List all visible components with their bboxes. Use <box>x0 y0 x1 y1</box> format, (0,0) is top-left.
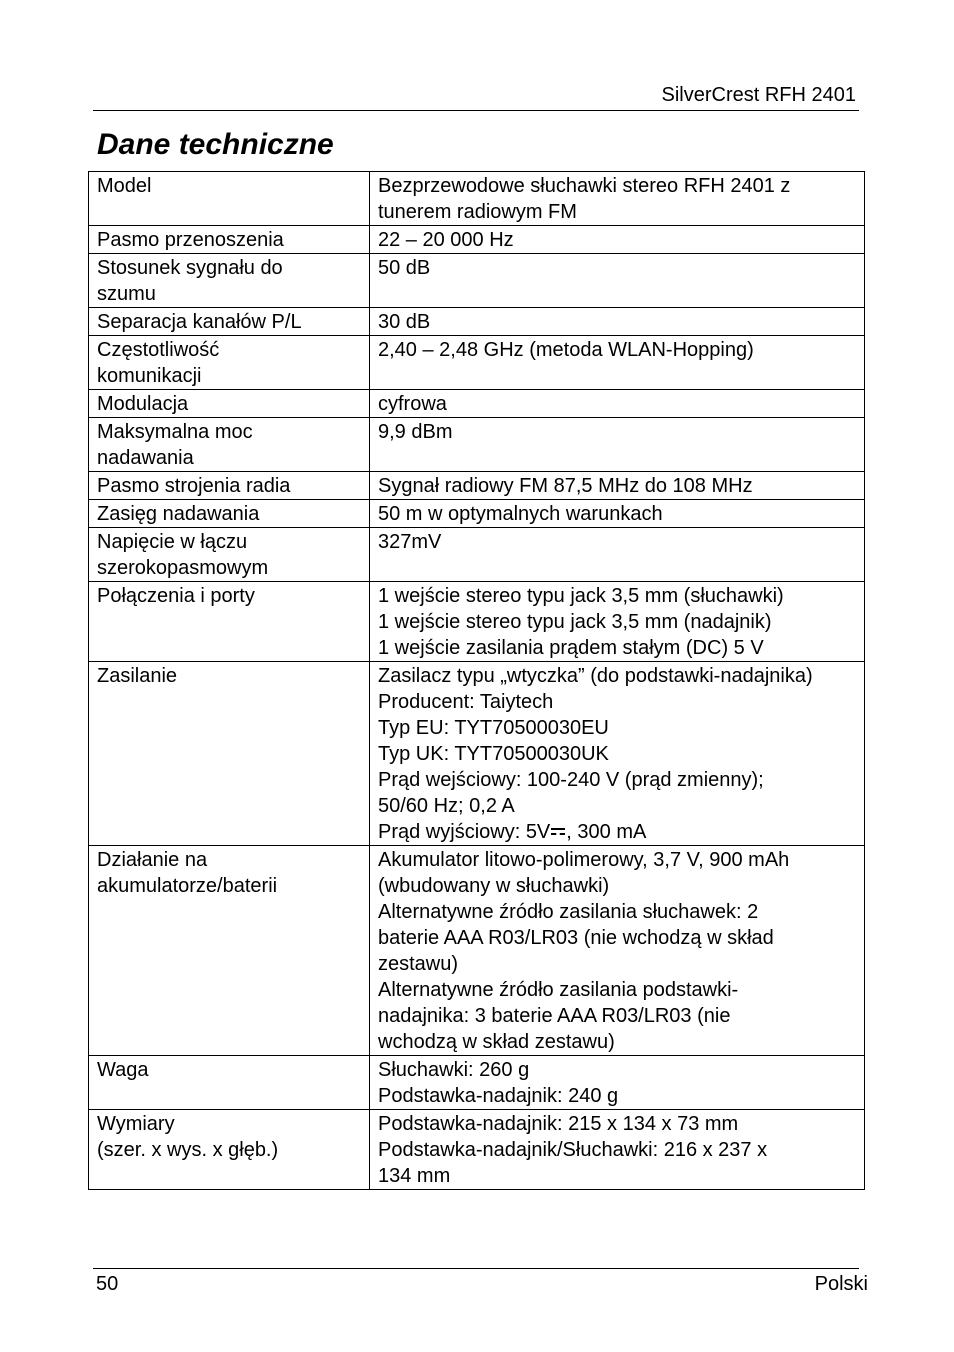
footer-language: Polski <box>814 1273 868 1295</box>
output-current-suffix: , 300 mA <box>566 821 647 843</box>
spec-label: Zasięg nadawania <box>89 500 370 528</box>
page-title: Dane techniczne <box>97 128 334 161</box>
specs-table <box>88 171 865 1190</box>
spec-value: cyfrowa <box>370 390 865 418</box>
spec-value: 1 wejście stereo typu jack 3,5 mm (słuchawki) 1 wejście stereo typu jack 3,5 mm (nadajnik) 1 wejście zasilania prądem stałym (DC) 5 V <box>370 582 865 662</box>
spec-label: Wymiary (szer. x wys. x głęb.) <box>89 1110 370 1190</box>
table-row <box>89 662 865 846</box>
spec-value: Akumulator litowo-polimerowy, 3,7 V, 900 mAh (wbudowany w słuchawki) Alternatywne źródło zasilania słuchawek: 2 baterie AAA R03/LR03 (nie wchodzą w skład zestawu) Alternatywne źródło zasilania podstawki- nadajnika: 3 baterie AAA R03/LR03 (nie wchodzą w skład zestawu) <box>370 846 865 1056</box>
spec-value <box>370 662 865 846</box>
footer-divider <box>93 1268 859 1269</box>
spec-value: 50 dB <box>370 254 865 308</box>
spec-value: 30 dB <box>370 308 865 336</box>
spec-label: Separacja kanałów P/L <box>89 308 370 336</box>
spec-label: Stosunek sygnału do szumu <box>89 254 370 308</box>
spec-value: Sygnał radiowy FM 87,5 MHz do 108 MHz <box>370 472 865 500</box>
table-row <box>89 336 865 390</box>
header-product-name: SilverCrest RFH 2401 <box>661 84 856 106</box>
spec-label: Zasilanie <box>89 662 370 846</box>
spec-label: Pasmo przenoszenia <box>89 226 370 254</box>
spec-label: Pasmo strojenia radia <box>89 472 370 500</box>
spec-label: Połączenia i porty <box>89 582 370 662</box>
spec-label: Modulacja <box>89 390 370 418</box>
table-row <box>89 418 865 472</box>
table-row <box>89 582 865 662</box>
table-row <box>89 500 865 528</box>
table-row <box>89 390 865 418</box>
spec-value: 22 – 20 000 Hz <box>370 226 865 254</box>
spec-value: 50 m w optymalnych warunkach <box>370 500 865 528</box>
table-row <box>89 308 865 336</box>
page-number: 50 <box>96 1273 119 1295</box>
table-row <box>89 1056 865 1110</box>
table-row <box>89 528 865 582</box>
table-row <box>89 226 865 254</box>
spec-label: Działanie na akumulatorze/baterii <box>89 846 370 1056</box>
spec-label: Częstotliwość komunikacji <box>89 336 370 390</box>
spec-value: 9,9 dBm <box>370 418 865 472</box>
spec-label: Waga <box>89 1056 370 1110</box>
table-row <box>89 472 865 500</box>
table-row <box>89 172 865 226</box>
spec-value: Podstawka-nadajnik: 215 x 134 x 73 mm Podstawka-nadajnik/Słuchawki: 216 x 237 x 134 mm <box>370 1110 865 1190</box>
dc-current-icon <box>551 828 565 838</box>
spec-label: Maksymalna moc nadawania <box>89 418 370 472</box>
table-row <box>89 846 865 1056</box>
spec-value: Bezprzewodowe słuchawki stereo RFH 2401 z tunerem radiowym FM <box>370 172 865 226</box>
power-supply-details: Zasilacz typu „wtyczka” (do podstawki-nadajnika) Producent: Taiytech Typ EU: TYT70500030EU Typ UK: TYT70500030UK Prąd wejściowy: 100-240 V (prąd zmienny); 50/60 Hz; 0,2 A <box>378 665 813 817</box>
header-divider <box>93 110 859 111</box>
spec-value: 2,40 – 2,48 GHz (metoda WLAN-Hopping) <box>370 336 865 390</box>
spec-label: Model <box>89 172 370 226</box>
spec-value: 327mV <box>370 528 865 582</box>
output-current-prefix: Prąd wyjściowy: 5V <box>378 821 551 843</box>
table-row <box>89 1110 865 1190</box>
table-row <box>89 254 865 308</box>
spec-label: Napięcie w łączu szerokopasmowym <box>89 528 370 582</box>
spec-value: Słuchawki: 260 g Podstawka-nadajnik: 240 g <box>370 1056 865 1110</box>
